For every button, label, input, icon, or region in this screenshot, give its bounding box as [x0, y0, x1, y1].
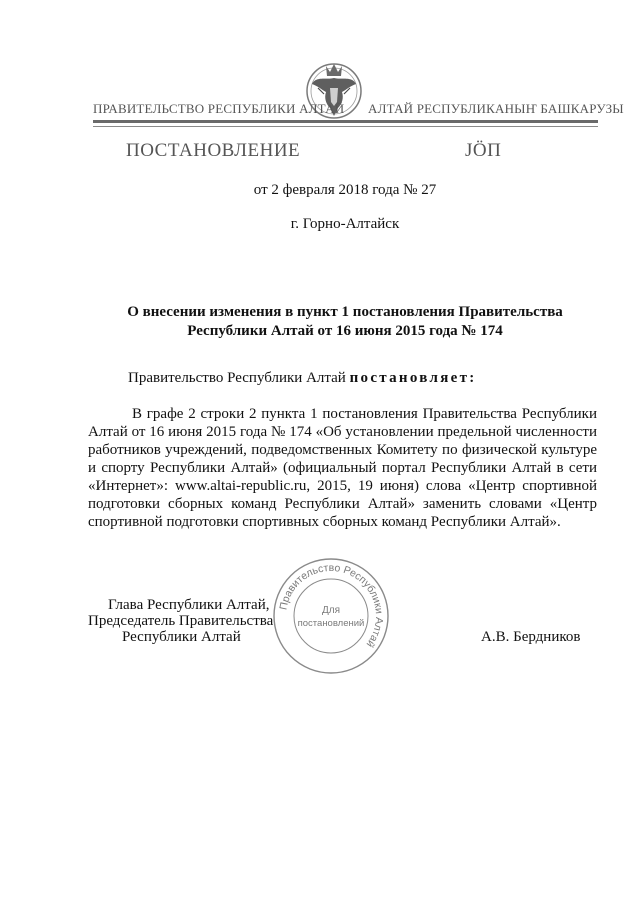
body-paragraph: В графе 2 строки 2 пункта 1 постановления Правительства Республики Алтай от 16 июня 2015 года № 174 «Об установлении предельной численности работников учреждений, подведомственных Комитету по физической культуре и спорту Республики Алтай» (официальный портал Республики Алтай в сети «Интернет»: www.altai-republic.ru, 2015, 19 июня) слова «Центр спортивной подготовки сборных команд Республики Алтай» заменить словами «Центр спортивной подготовки спортивных сборных команд Республики Алтай».	[88, 406, 597, 530]
header-altai: АЛТАЙ РЕСПУБЛИКАНЫҤ БАШКАРУЗЫ	[368, 101, 624, 116]
document-title: О внесении изменения в пункт 1 постановления Правительства Республики Алтай от 16 июня 2015 года № 174	[127, 304, 563, 339]
city-line: г. Горно-Алтайск	[290, 216, 400, 232]
header-rule	[93, 120, 598, 123]
signature-title-line3: Республики Алтай	[122, 629, 241, 645]
doc-type-ru: ПОСТАНОВЛЕНИЕ	[126, 140, 301, 161]
date-number-line: от 2 февраля 2018 года № 27	[253, 182, 437, 198]
decree-verb: постановляет:	[349, 370, 477, 386]
signatory-name: А.В. Бердников	[481, 629, 581, 645]
signature-title-line2: Председатель Правительства	[88, 613, 274, 629]
doc-type-altai: ЈӦП	[465, 140, 502, 161]
official-stamp	[270, 555, 392, 677]
stamp-center-line1: Для	[321, 605, 341, 616]
signature-title-line1: Глава Республики Алтай,	[108, 597, 270, 613]
stamp-center-line2: постановлений	[297, 618, 365, 629]
decree-prefix: Правительство Республики Алтай	[128, 370, 350, 386]
decree-line	[128, 370, 477, 387]
header-ru: ПРАВИТЕЛЬСТВО РЕСПУБЛИКИ АЛТАЙ	[93, 101, 345, 116]
stamp-ring-textpath: Правительство Республики Алтай	[277, 561, 386, 650]
header-rule-thin	[93, 126, 598, 127]
